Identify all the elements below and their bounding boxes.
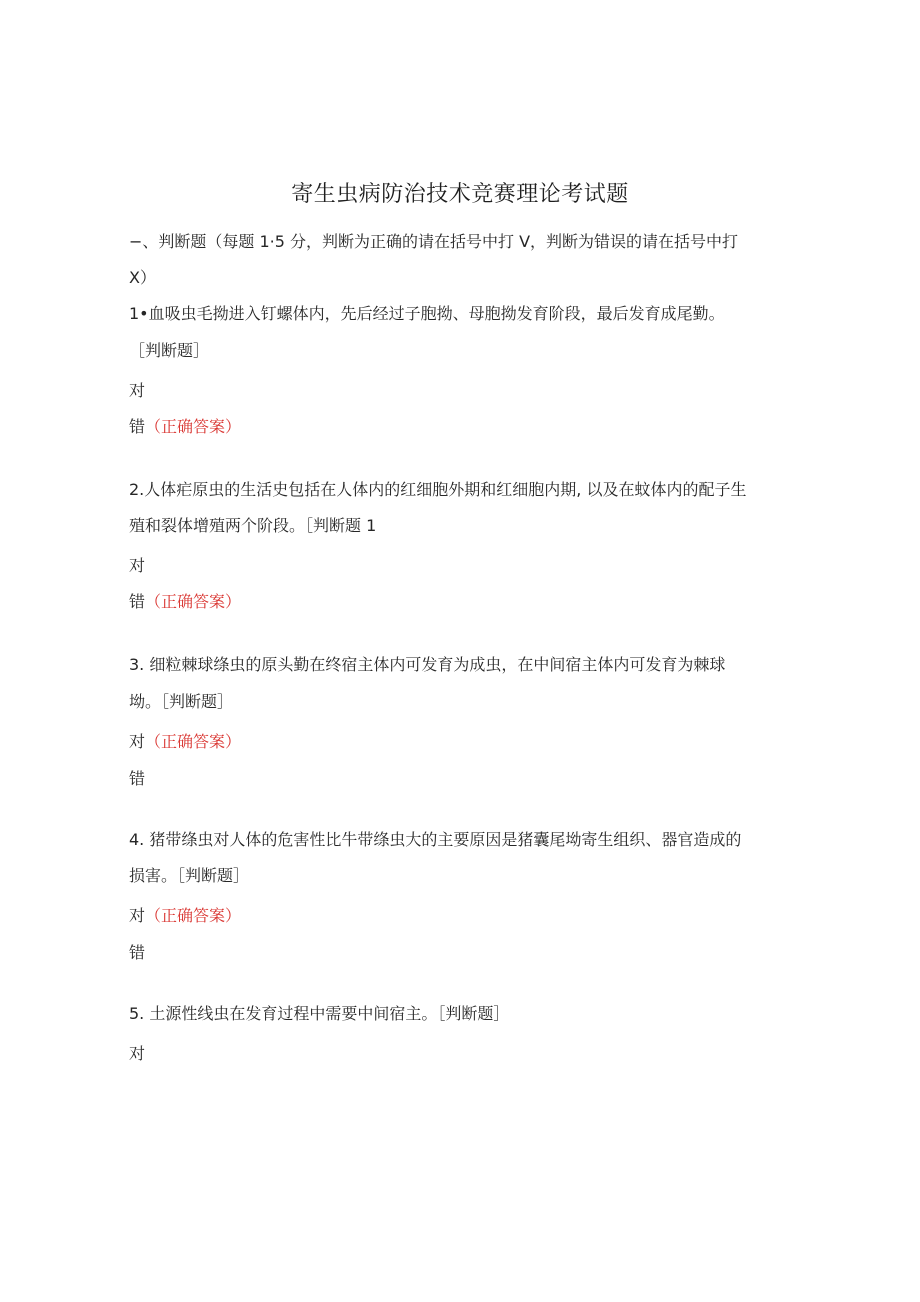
question-1-text-line-2: ［判断题］: [129, 341, 210, 360]
option-label: 错: [129, 769, 146, 788]
page-title: 寄生虫病防治技术竞赛理论考试题: [291, 182, 629, 207]
question-3-text-line-1: 3. 细粒棘球绦虫的原头勤在终宿主体内可发育为成虫，在中间宿主体内可发育为棘球: [129, 655, 726, 674]
question-5-text-line-1: 5. 土源性线虫在发育过程中需要中间宿主。［判断题］: [129, 1004, 510, 1023]
option-label: 错: [129, 417, 146, 436]
question-3-option-true[interactable]: [129, 731, 241, 753]
correct-answer-tag: （正确答案）: [145, 417, 242, 436]
option-label: 对: [129, 381, 146, 400]
section-heading-line-2: X）: [129, 268, 156, 287]
question-4-option-false[interactable]: [129, 942, 145, 964]
question-4-text-line-2: 损害。［判断题］: [129, 866, 250, 885]
question-4-option-true[interactable]: [129, 905, 241, 927]
question-2-text-line-1: 2.人体疟原虫的生活史包括在人体内的红细胞外期和红细胞内期, 以及在蚊体内的配子生: [129, 480, 747, 499]
question-5-option-true[interactable]: [129, 1043, 145, 1065]
option-label: 对: [129, 732, 146, 751]
section-heading-line-1: −、判断题（每题 1·5 分，判断为正确的请在括号中打 V，判断为错误的请在括号中打: [129, 232, 739, 251]
option-label: 对: [129, 1044, 146, 1063]
question-1-text-line-1: 1•血吸虫毛拗进入钉螺体内，先后经过子胞拗、母胞拗发育阶段，最后发育成尾勤。: [129, 304, 725, 323]
question-1-option-true[interactable]: [129, 380, 145, 402]
option-label: 错: [129, 592, 146, 611]
correct-answer-tag: （正确答案）: [145, 732, 242, 751]
question-3-text-line-2: 坳。［判断题］: [129, 692, 234, 711]
question-2-option-false[interactable]: [129, 591, 241, 613]
question-3-option-false[interactable]: [129, 768, 145, 790]
question-2-option-true[interactable]: [129, 555, 145, 577]
question-1-option-false[interactable]: [129, 416, 241, 438]
question-4-text-line-1: 4. 猪带绦虫对人体的危害性比牛带绦虫大的主要原因是猪囊尾坳寄生组织、器官造成的: [129, 830, 742, 849]
option-label: 对: [129, 906, 146, 925]
correct-answer-tag: （正确答案）: [145, 906, 242, 925]
option-label: 错: [129, 943, 146, 962]
question-2-text-line-2: 殖和裂体增殖两个阶段。［判断题 1: [129, 516, 377, 535]
correct-answer-tag: （正确答案）: [145, 592, 242, 611]
option-label: 对: [129, 556, 146, 575]
